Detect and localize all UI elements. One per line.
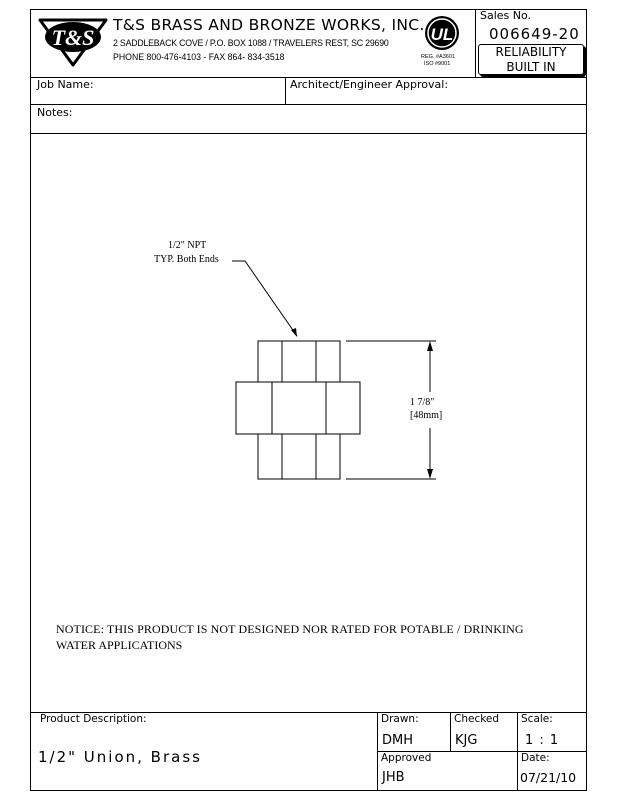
dimension-arrow-down-icon xyxy=(427,469,433,479)
union-bottom-body xyxy=(258,434,340,479)
drawn-label: Drawn: xyxy=(381,713,419,725)
npt-leader-line xyxy=(232,261,297,336)
dimension-mm: [48mm] xyxy=(410,410,443,421)
sales-number: 006649-20 xyxy=(489,25,580,43)
checked-label: Checked xyxy=(454,713,500,725)
dimension-arrow-up-icon xyxy=(427,341,433,351)
reliability-line-2: BUILT IN xyxy=(506,60,556,74)
logo-text: T&S xyxy=(51,25,95,50)
company-address: 2 SADDLEBACK COVE / P.O. BOX 1088 / TRAVELERS REST, SC 29690 xyxy=(113,38,389,49)
iso-number: ISO #9001 xyxy=(424,61,451,67)
job-name-label: Job Name: xyxy=(37,78,94,91)
scale-label: Scale: xyxy=(521,713,553,725)
npt-callout-line-2: TYP. Both Ends xyxy=(154,254,219,265)
company-phone: PHONE 800-476-4103 - FAX 864- 834-3518 xyxy=(113,52,285,63)
npt-callout-line-1: 1/2" NPT xyxy=(168,240,207,251)
sales-number-label: Sales No. xyxy=(480,9,532,22)
drawn-value: DMH xyxy=(382,733,414,748)
product-description: 1/2" Union, Brass xyxy=(38,748,202,766)
date-label: Date: xyxy=(521,752,550,764)
ul-icon: UL xyxy=(430,25,454,44)
union-top-body xyxy=(258,341,340,382)
dimension-inches: 1 7/8" xyxy=(410,397,435,408)
date-value: 07/21/10 xyxy=(520,770,577,785)
approved-label: Approved xyxy=(381,752,432,764)
union-nut xyxy=(236,382,360,434)
checked-value: KJG xyxy=(455,733,478,748)
approved-value: JHB xyxy=(382,770,405,785)
reg-number: REG. #A3601 xyxy=(421,54,455,60)
architect-approval-label: Architect/Engineer Approval: xyxy=(290,78,449,91)
product-description-label: Product Description: xyxy=(40,713,147,725)
notes-label: Notes: xyxy=(37,106,73,119)
company-name: T&S BRASS AND BRONZE WORKS, INC. xyxy=(113,16,425,34)
notice-line-1: NOTICE: THIS PRODUCT IS NOT DESIGNED NOR RATED FOR POTABLE / DRINKING xyxy=(56,622,524,636)
reliability-line-1: RELIABILITY xyxy=(495,45,567,59)
notice-line-2: WATER APPLICATIONS xyxy=(56,638,183,652)
scale-value: 1 : 1 xyxy=(525,733,560,748)
